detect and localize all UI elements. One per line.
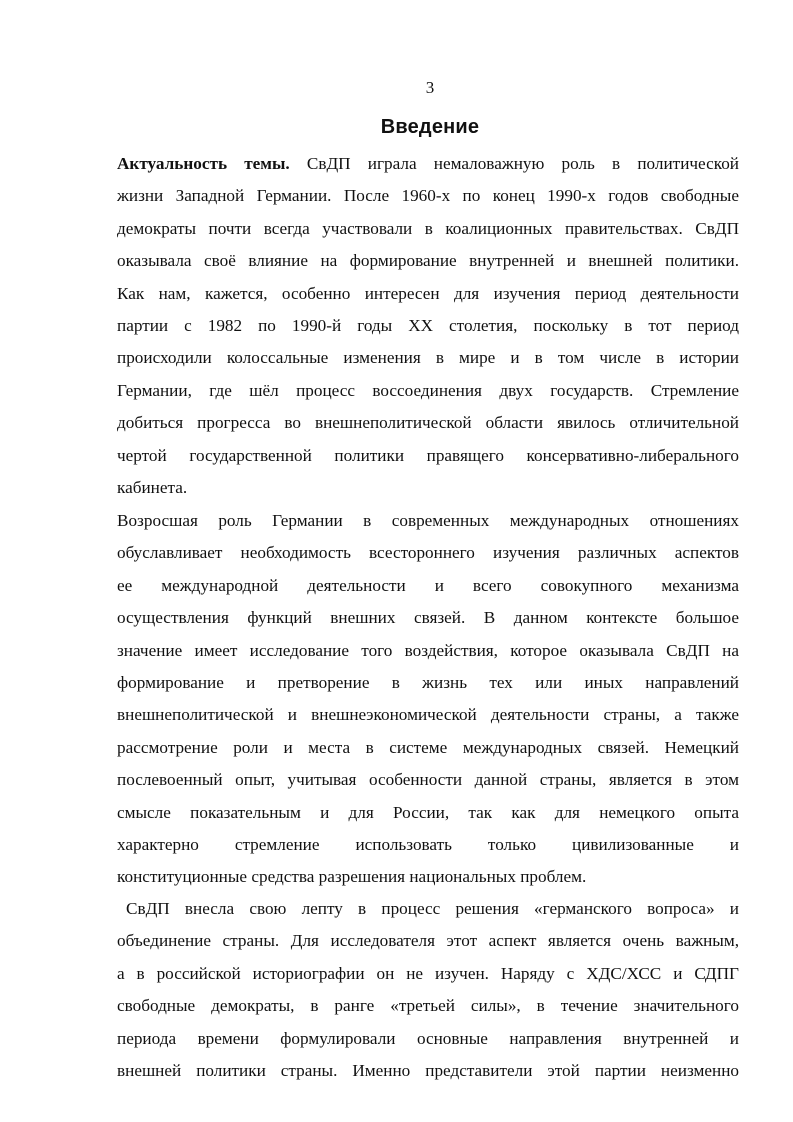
paragraph-line: внешнеполитической и внешнеэкономической деятельности страны, а также [117, 705, 739, 725]
relevance-line-rest: СвДП играла немаловажную роль в политической [289, 154, 739, 173]
paragraph-line: характерно стремление использовать только цивилизованные и [117, 834, 739, 854]
paragraph-line: периода времени формулировали основные направления внутренней и [117, 1028, 739, 1048]
paragraph-line: внешней политики страны. Именно представители этой партии неизменно [117, 1060, 739, 1080]
paragraph-line [117, 148, 739, 180]
paragraph-line: свободные демократы, в ранге «третьей силы», в течение значительного [117, 996, 739, 1016]
paragraph-line: демократы почти всегда участвовали в коалиционных правительствах. СвДП [117, 218, 739, 238]
page-number: 3 [425, 78, 435, 97]
paragraph-line: значение имеет исследование того воздействия, которое оказывала СвДП на [117, 640, 739, 660]
paragraph-line: а в российской историографии он не изучен. Наряду с ХДС/ХСС и СДПГ [117, 963, 739, 983]
paragraph-relevance [117, 148, 739, 504]
paragraph-german-question [117, 893, 739, 1087]
paragraph-line: происходили колоссальные изменения в мире и в том числе в истории [117, 348, 739, 368]
relevance-lead: Актуальность темы. [117, 154, 290, 173]
paragraph-line: Возросшая роль Германии в современных международных отношениях [117, 511, 739, 530]
page-title: Введение [380, 116, 480, 138]
paragraph-line: Как нам, кажется, особенно интересен для изучения период деятельности [117, 283, 739, 303]
paragraph-line: осуществления функций внешних связей. В данном контексте большое [117, 608, 739, 628]
paragraph-line: кабинета. [117, 477, 188, 497]
paragraph-line: смысле показательным и для России, так как для немецкого опыта [117, 802, 739, 822]
paragraph-line: СвДП внесла свою лепту в процесс решения «германского вопроса» и [126, 899, 739, 918]
paragraph-line: оказывала своё влияние на формирование внутренней и внешней политики. [117, 251, 739, 271]
paragraph-role-of-germany [117, 505, 739, 894]
paragraph-line: обуславливает необходимость всестороннего изучения различных аспектов [117, 543, 739, 563]
paragraph-line: жизни Западной Германии. После 1960-х по конец 1990-х годов свободные [117, 186, 739, 206]
paragraph-line: послевоенный опыт, учитывая особенности данной страны, является в этом [117, 770, 739, 790]
paragraph-line: ее международной деятельности и всего совокупного механизма [117, 575, 739, 595]
paragraph-line: конституционные средства разрешения национальных проблем. [117, 867, 587, 887]
paragraph-line: чертой государственной политики правящего консервативно-либерального [117, 445, 739, 465]
paragraph-line: рассмотрение роли и места в системе международных связей. Немецкий [117, 737, 739, 757]
paragraph-line: формирование и претворение в жизнь тех или иных направлений [117, 672, 739, 692]
paragraph-line: партии с 1982 по 1990-й годы XX столетия, поскольку в тот период [117, 315, 739, 335]
paragraph-line: добиться прогресса во внешнеполитической области явилось отличительной [117, 413, 739, 433]
paragraph-line: Германии, где шёл процесс воссоединения двух государств. Стремление [117, 380, 739, 400]
paragraph-line: объединение страны. Для исследователя этот аспект является очень важным, [117, 931, 739, 951]
